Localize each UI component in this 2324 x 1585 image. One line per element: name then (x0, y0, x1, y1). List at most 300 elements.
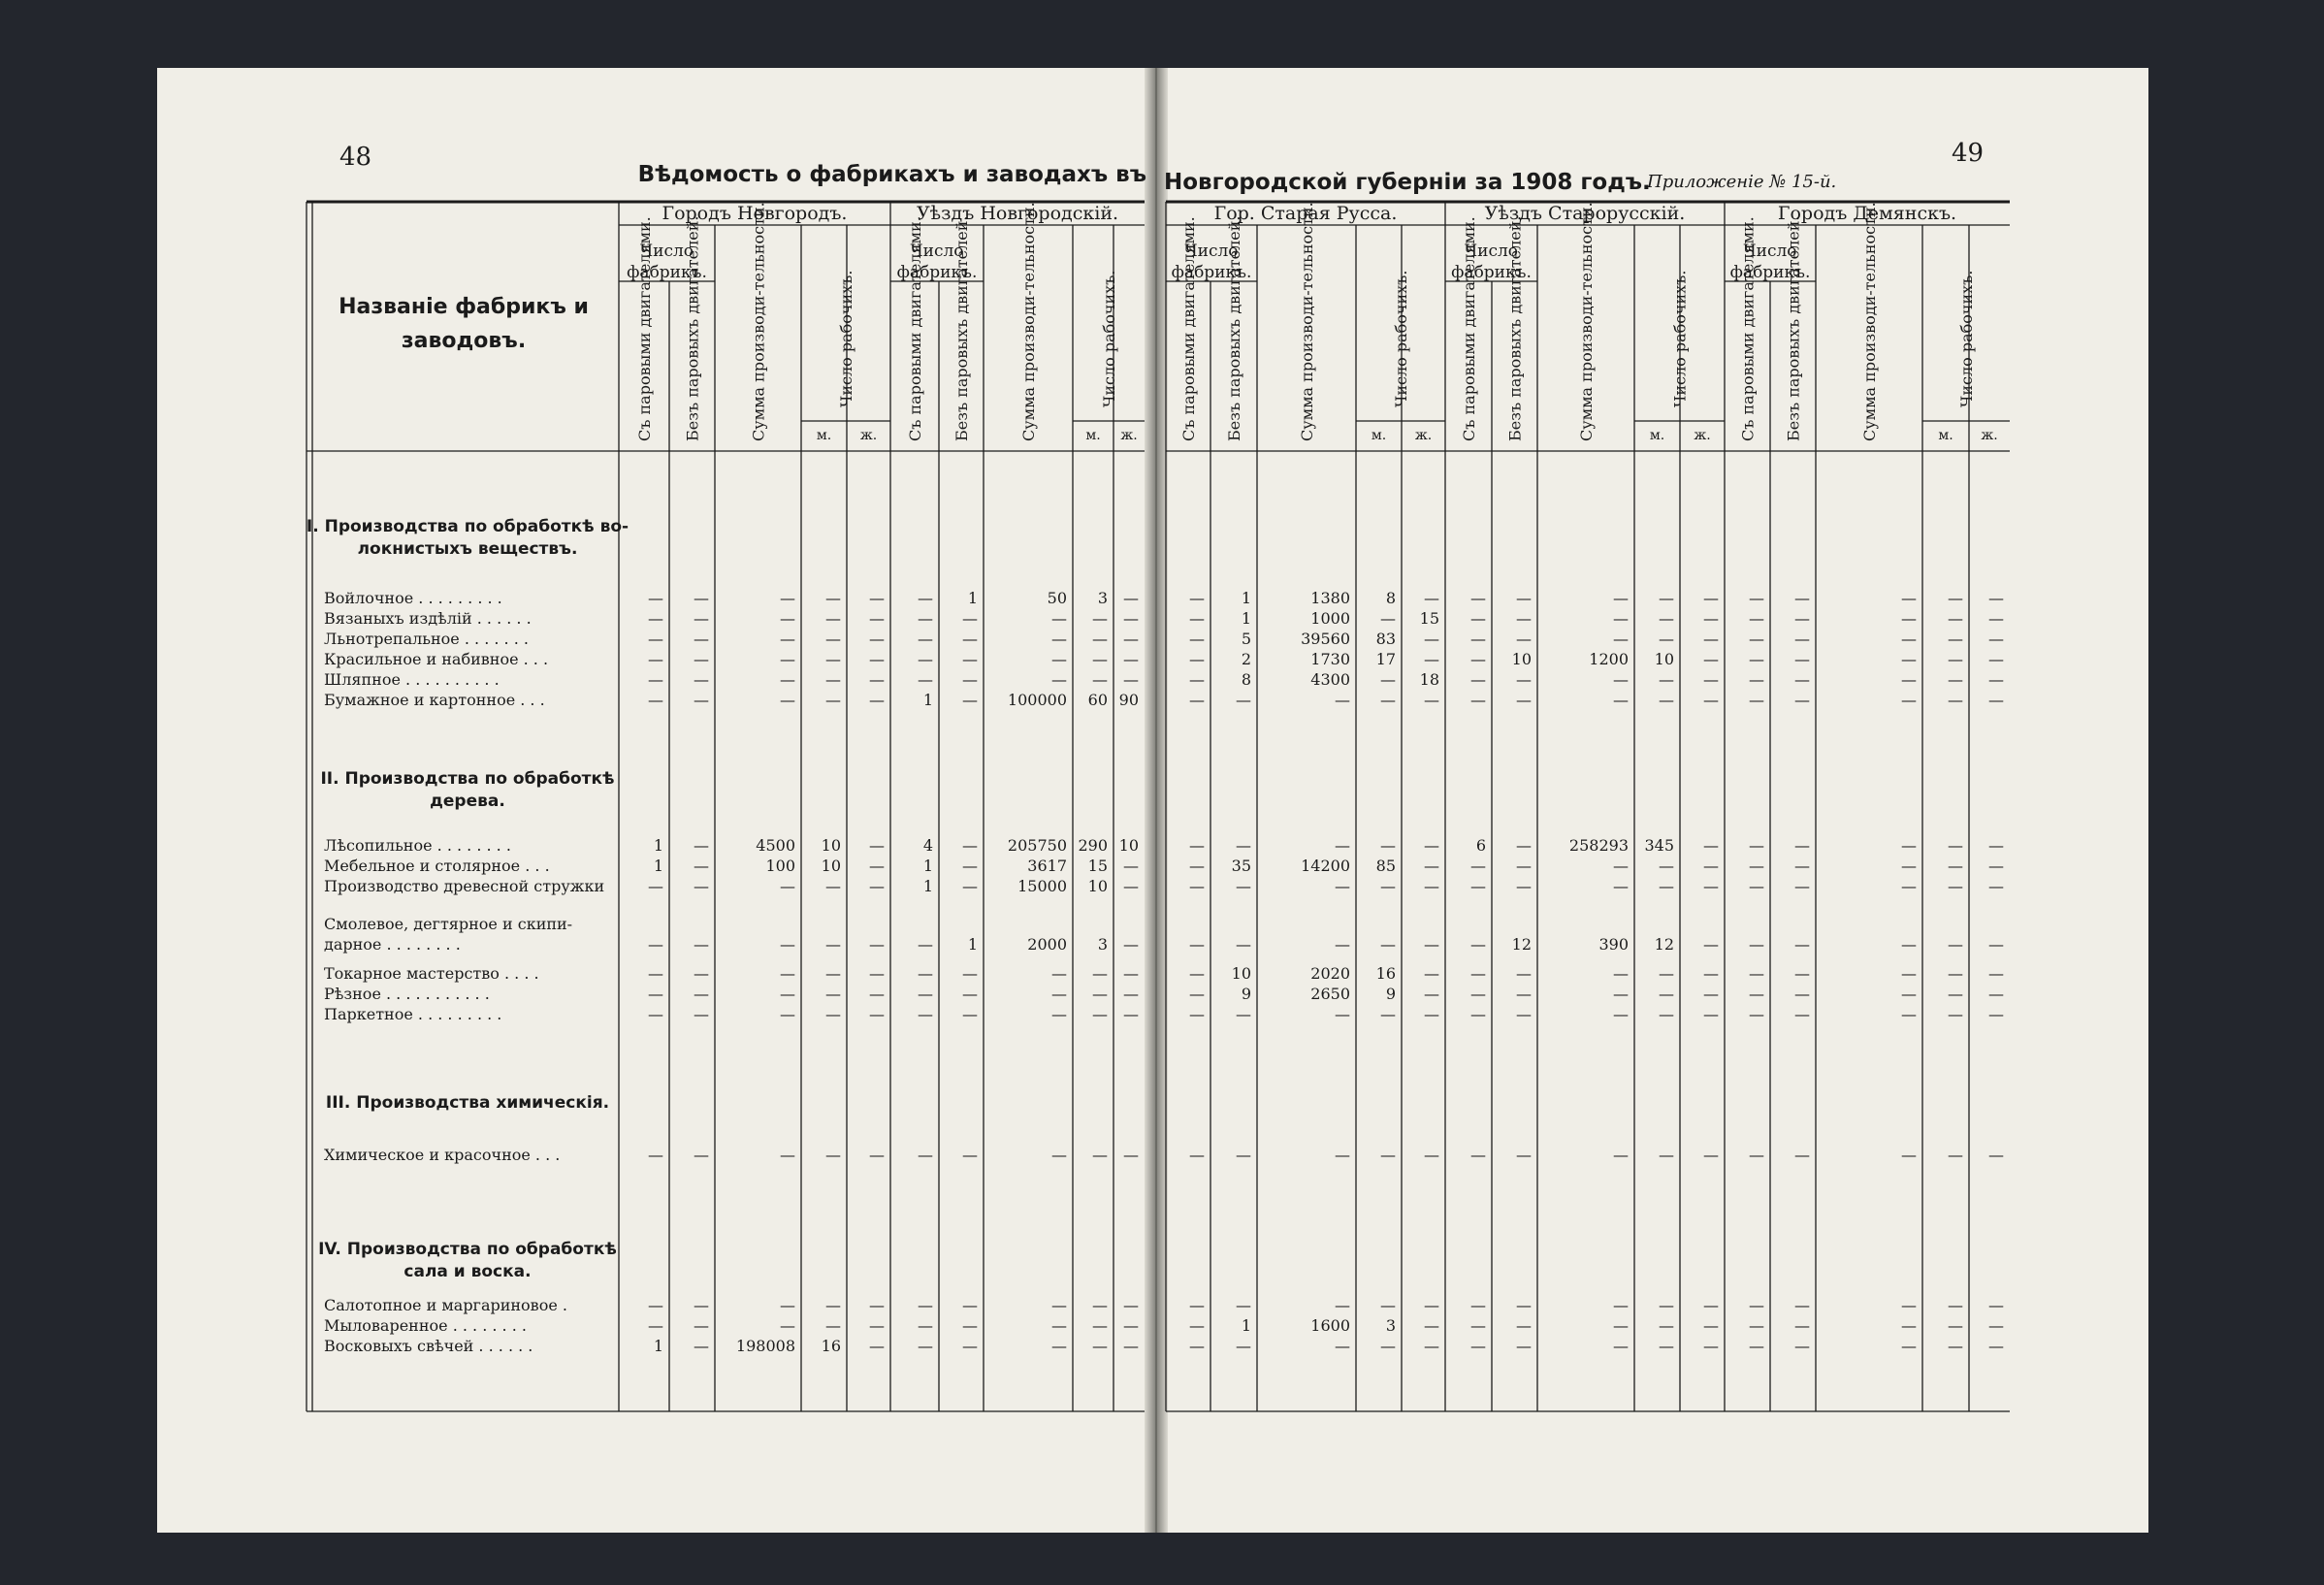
table-cell: — (1749, 836, 1764, 855)
without-steam-label-4: Безъ паровыхъ двигателей. (1784, 215, 1803, 441)
table-cell: 9 (1241, 985, 1251, 1003)
table-cell: — (918, 985, 933, 1003)
table-cell: 15 (1087, 857, 1108, 875)
table-cell: — (869, 877, 885, 895)
table-cell: — (825, 630, 841, 648)
table-cell: — (1988, 935, 2004, 954)
table-cell: — (825, 670, 841, 689)
workers-label-4: Число рабочихъ. (1957, 270, 1976, 407)
table-cell: — (648, 1005, 663, 1023)
table-cell: — (1092, 630, 1108, 648)
table-cell: — (694, 985, 709, 1003)
table-cell: 1 (922, 877, 933, 895)
with-steam-label-0: Съ паровыми двигателями. (635, 216, 654, 441)
with-steam-label-1: Съ паровыми двигателями. (906, 216, 924, 441)
table-cell: — (869, 935, 885, 954)
production-sum-label-2: Сумма производи-тельности. (1298, 202, 1316, 441)
table-cell: — (1613, 670, 1629, 689)
table-cell: — (1051, 1296, 1067, 1314)
row-name-cont: дарное . . . . . . . . (324, 935, 461, 954)
table-cell: — (869, 836, 885, 855)
men-label-3: м. (1649, 428, 1665, 443)
table-cell: — (869, 609, 885, 628)
women-label-1: ж. (1120, 428, 1138, 443)
title-right-part: Новгородской губерніи за 1908 годъ. (1164, 170, 1651, 195)
table-cell: 1 (1241, 1316, 1251, 1335)
table-cell: — (1424, 630, 1439, 648)
table-cell: 1 (967, 589, 978, 607)
table-cell: — (1189, 877, 1205, 895)
table-cell: — (1236, 1146, 1251, 1164)
table-cell: — (780, 1146, 795, 1164)
table-cell: — (1123, 935, 1139, 954)
table-cell: — (1749, 935, 1764, 954)
row-name: Смолевое, дегтярное и скипи- (324, 915, 573, 933)
table-cell: — (1424, 1146, 1439, 1164)
table-cell: — (1380, 935, 1396, 954)
men-label-4: м. (1938, 428, 1953, 443)
table-cell: — (1794, 964, 1810, 983)
table-cell: 90 (1118, 691, 1139, 709)
table-cell: — (1051, 985, 1067, 1003)
table-cell: — (962, 1146, 978, 1164)
table-cell: — (1123, 1005, 1139, 1023)
table-cell: — (1051, 964, 1067, 983)
title-left-part: Вѣдомость о фабрикахъ и заводахъ въ (637, 162, 1146, 187)
table-cell: 3 (1097, 589, 1108, 607)
table-cell: — (1794, 1296, 1810, 1314)
table-cell: — (1189, 650, 1205, 668)
table-cell: — (1470, 985, 1486, 1003)
table-cell: — (1613, 1337, 1629, 1355)
table-cell: — (1424, 650, 1439, 668)
table-cell: — (1470, 691, 1486, 709)
table-cell: — (825, 877, 841, 895)
table-cell: — (780, 609, 795, 628)
table-cell: — (1703, 1005, 1719, 1023)
table-cell: — (1948, 857, 1963, 875)
table-cell: — (1703, 964, 1719, 983)
table-cell: 100000 (1007, 691, 1067, 709)
table-cell: — (1189, 670, 1205, 689)
table-cell: — (1749, 589, 1764, 607)
table-cell: — (1189, 1296, 1205, 1314)
table-cell: — (694, 670, 709, 689)
table-cell: 1730 (1310, 650, 1350, 668)
table-cell: — (694, 877, 709, 895)
table-cell: — (918, 964, 933, 983)
table-cell: — (648, 985, 663, 1003)
table-cell: — (869, 1005, 885, 1023)
table-cell: 85 (1375, 857, 1396, 875)
table-cell: — (648, 589, 663, 607)
table-cell: — (1470, 650, 1486, 668)
table-cell: — (962, 691, 978, 709)
women-label-3: ж. (1694, 428, 1711, 443)
table-cell: 1000 (1310, 609, 1350, 628)
table-cell: — (962, 650, 978, 668)
table-cell: — (1516, 857, 1532, 875)
row-name: Войлочное . . . . . . . . . (324, 589, 502, 607)
table-cell: 17 (1375, 650, 1396, 668)
table-cell: 15000 (1017, 877, 1067, 895)
table-cell: — (648, 630, 663, 648)
table-cell: — (1901, 877, 1917, 895)
workers-label-0: Число рабочихъ. (837, 270, 855, 407)
table-cell: — (962, 1316, 978, 1335)
table-cell: — (1659, 857, 1674, 875)
table-cell: 3617 (1027, 857, 1067, 875)
table-cell: — (1092, 1337, 1108, 1355)
table-cell: — (1794, 609, 1810, 628)
table-cell: — (648, 1296, 663, 1314)
table-cell: — (1189, 857, 1205, 875)
table-cell: — (1659, 1296, 1674, 1314)
table-cell: — (1794, 650, 1810, 668)
table-cell: — (962, 857, 978, 875)
table-cell: — (1516, 691, 1532, 709)
table-cell: — (1051, 1005, 1067, 1023)
with-steam-label-4: Съ паровыми двигателями. (1738, 216, 1758, 441)
table-cell: — (1335, 1296, 1350, 1314)
table-cell: — (1948, 691, 1963, 709)
region-header-3: Уѣздъ Старорусскій. (1484, 203, 1686, 224)
table-cell: — (1092, 1146, 1108, 1164)
table-cell: — (1123, 1316, 1139, 1335)
row-name: Лѣсопильное . . . . . . . . (324, 836, 511, 855)
table-cell: — (694, 630, 709, 648)
table-cell: 10 (1231, 964, 1251, 983)
table-cell: — (1424, 1337, 1439, 1355)
name-column-header-line2: заводовъ. (401, 329, 527, 353)
table-cell: — (1335, 1146, 1350, 1164)
table-cell: — (1988, 857, 2004, 875)
without-steam-label-3: Безъ паровыхъ двигателей. (1505, 215, 1525, 441)
table-cell: — (1470, 964, 1486, 983)
with-steam-label-2: Съ паровыми двигателями. (1179, 216, 1198, 441)
table-cell: — (825, 1296, 841, 1314)
table-cell: 5 (1241, 630, 1251, 648)
table-cell: 16 (821, 1337, 841, 1355)
table-cell: — (1516, 1296, 1532, 1314)
table-cell: — (1613, 630, 1629, 648)
men-label-0: м. (816, 428, 832, 443)
table-cell: — (869, 1146, 885, 1164)
table-cell: — (962, 1296, 978, 1314)
number-factories-label-0: Число (639, 242, 694, 261)
table-cell: — (1749, 1337, 1764, 1355)
section-title-3: IV. Производства по обработкѣ (318, 1240, 617, 1259)
table-cell: — (1749, 650, 1764, 668)
table-cell: — (1749, 964, 1764, 983)
table-cell: — (1948, 964, 1963, 983)
table-cell: — (1424, 589, 1439, 607)
table-cell: — (1749, 1296, 1764, 1314)
row-name: Красильное и набивное . . . (324, 650, 549, 668)
table-cell: — (648, 670, 663, 689)
section-title-line2-0: локнистыхъ веществъ. (357, 539, 578, 559)
table-cell: — (1123, 1296, 1139, 1314)
table-cell: — (1123, 609, 1139, 628)
table-cell: — (1613, 589, 1629, 607)
table-cell: — (1424, 985, 1439, 1003)
table-cell: — (1380, 1146, 1396, 1164)
table-cell: 258293 (1568, 836, 1629, 855)
table-cell: — (1516, 670, 1532, 689)
table-cell: — (1424, 836, 1439, 855)
section-title-line2-1: дерева. (430, 792, 505, 811)
table-cell: 1 (653, 1337, 663, 1355)
table-cell: — (1988, 589, 2004, 607)
table-cell: — (1051, 670, 1067, 689)
name-column-header-line1: Названіе фабрикъ и (339, 295, 589, 319)
table-cell: — (1380, 670, 1396, 689)
table-cell: — (869, 691, 885, 709)
table-cell: — (694, 1316, 709, 1335)
table-cell: — (1794, 630, 1810, 648)
table-cell: — (1659, 1146, 1674, 1164)
table-cell: — (694, 589, 709, 607)
table-cell: — (694, 935, 709, 954)
table-cell: 50 (1047, 589, 1067, 607)
table-cell: 2000 (1027, 935, 1067, 954)
table-cell: — (1659, 609, 1674, 628)
table-cell: — (694, 836, 709, 855)
table-cell: — (1516, 630, 1532, 648)
table-cell: — (1794, 1316, 1810, 1335)
table-cell: — (918, 1146, 933, 1164)
table-cell: — (694, 1296, 709, 1314)
row-name: Рѣзное . . . . . . . . . . . (324, 985, 490, 1003)
region-header-0: Городъ Новгородъ. (662, 203, 848, 224)
table-cell: — (1380, 1296, 1396, 1314)
table-cell: 8 (1241, 670, 1251, 689)
table-cell: — (1901, 691, 1917, 709)
table-cell: — (780, 1005, 795, 1023)
table-cell: — (1749, 609, 1764, 628)
table-cell: — (1613, 985, 1629, 1003)
table-cell: — (869, 857, 885, 875)
table-cell: 1600 (1310, 1316, 1350, 1335)
number-factories-label2-2: фабрикъ. (1171, 263, 1252, 282)
table-cell: — (1189, 630, 1205, 648)
row-name: Мыловаренное . . . . . . . . (324, 1316, 527, 1335)
table-cell: — (1659, 985, 1674, 1003)
table-cell: — (694, 650, 709, 668)
table-cell: — (1380, 1005, 1396, 1023)
table-cell: — (1659, 589, 1674, 607)
row-name: Льнотрепальное . . . . . . . (324, 630, 529, 648)
table-cell: — (1749, 877, 1764, 895)
table-cell: 83 (1375, 630, 1396, 648)
table-cell: — (1703, 691, 1719, 709)
table-cell: — (869, 589, 885, 607)
number-factories-label-4: Число (1743, 242, 1797, 261)
table-cell: 1 (1241, 589, 1251, 607)
row-name: Салотопное и маргариновое . (324, 1296, 567, 1314)
table-cell: — (1123, 964, 1139, 983)
section-title-1: II. Производства по обработкѣ (320, 769, 615, 789)
table-cell: — (1988, 1146, 2004, 1164)
section-title-0: I. Производства по обработкѣ во- (306, 517, 629, 536)
table-cell: — (1703, 589, 1719, 607)
table-cell: — (1236, 1005, 1251, 1023)
table-cell: — (1051, 609, 1067, 628)
table-cell: — (962, 609, 978, 628)
table-cell: — (1794, 877, 1810, 895)
table-cell: — (1470, 1005, 1486, 1023)
table-cell: — (1703, 1337, 1719, 1355)
section-title-line2-3: сала и воска. (403, 1262, 532, 1281)
table-cell: — (1901, 836, 1917, 855)
table-cell: — (1659, 691, 1674, 709)
table-cell: — (918, 630, 933, 648)
table-cell: — (1335, 1337, 1350, 1355)
table-cell: 18 (1419, 670, 1439, 689)
table-cell: — (825, 964, 841, 983)
table-cell: — (1189, 589, 1205, 607)
table-cell: — (1703, 1296, 1719, 1314)
table-cell: 4 (922, 836, 933, 855)
table-cell: — (1189, 1316, 1205, 1335)
table-cell: — (1189, 935, 1205, 954)
table-cell: — (648, 877, 663, 895)
table-cell: — (1470, 609, 1486, 628)
table-cell: — (1470, 877, 1486, 895)
table-cell: — (1189, 609, 1205, 628)
table-cell: — (1516, 609, 1532, 628)
table-cell: 1 (967, 935, 978, 954)
table-cell: — (918, 1337, 933, 1355)
table-cell: — (1613, 964, 1629, 983)
table-cell: — (1123, 1146, 1139, 1164)
table-cell: — (1424, 857, 1439, 875)
table-cell: — (1335, 691, 1350, 709)
table-cell: — (1335, 877, 1350, 895)
table-cell: — (962, 630, 978, 648)
table-cell: — (1703, 877, 1719, 895)
table-cell: — (1794, 1146, 1810, 1164)
table-cell: — (694, 964, 709, 983)
table-cell: — (1051, 1146, 1067, 1164)
table-cell: — (1901, 1146, 1917, 1164)
table-cell: — (1948, 1337, 1963, 1355)
table-cell: — (1236, 1296, 1251, 1314)
table-cell: 1200 (1589, 650, 1629, 668)
table-cell: — (1988, 836, 2004, 855)
table-cell: — (1613, 691, 1629, 709)
table-cell: — (918, 1296, 933, 1314)
table-cell: 10 (1511, 650, 1532, 668)
table-cell: — (1470, 670, 1486, 689)
table-cell: — (1948, 985, 1963, 1003)
workers-label-2: Число рабочихъ. (1392, 270, 1410, 407)
section-title-2: III. Производства химическія. (325, 1093, 610, 1113)
table-cell: — (1749, 670, 1764, 689)
table-cell: — (648, 935, 663, 954)
table-cell: 198008 (735, 1337, 795, 1355)
table-cell: — (1794, 691, 1810, 709)
table-cell: — (918, 670, 933, 689)
table-cell: — (962, 964, 978, 983)
table-cell: — (1123, 589, 1139, 607)
workers-label-1: Число рабочихъ. (1100, 270, 1118, 407)
table-cell: — (1703, 1316, 1719, 1335)
table-cell: — (1092, 670, 1108, 689)
table-cell: — (1703, 857, 1719, 875)
table-cell: — (1092, 1005, 1108, 1023)
table-cell: — (1749, 857, 1764, 875)
table-cell: — (1470, 589, 1486, 607)
table-cell: — (1901, 857, 1917, 875)
table-cell: — (1703, 1146, 1719, 1164)
table-cell: 3 (1097, 935, 1108, 954)
table-cell: — (825, 1316, 841, 1335)
number-factories-label-1: Число (910, 242, 964, 261)
table-cell: — (694, 1005, 709, 1023)
table-cell: — (1516, 1146, 1532, 1164)
table-cell: 9 (1385, 985, 1396, 1003)
table-cell: 10 (1654, 650, 1674, 668)
table-cell: — (1123, 877, 1139, 895)
table-cell: — (869, 650, 885, 668)
table-cell: — (780, 691, 795, 709)
number-factories-label2-4: фабрикъ. (1729, 263, 1811, 282)
table-cell: — (1901, 935, 1917, 954)
table-cell: — (1516, 877, 1532, 895)
table-cell: — (1123, 985, 1139, 1003)
table-cell: — (1948, 1316, 1963, 1335)
production-sum-label-1: Сумма производи-тельности. (1019, 202, 1038, 441)
table-cell: — (1613, 609, 1629, 628)
table-cell: — (1749, 1005, 1764, 1023)
table-cell: — (1948, 589, 1963, 607)
table-cell: — (1236, 691, 1251, 709)
table-cell: 14200 (1301, 857, 1350, 875)
table-cell: 1 (653, 836, 663, 855)
region-header-4: Городъ Демянскъ. (1777, 203, 1957, 224)
row-name: Восковыхъ свѣчей . . . . . . (324, 1337, 533, 1355)
table-cell: — (648, 691, 663, 709)
table-cell: — (780, 964, 795, 983)
table-cell: — (780, 670, 795, 689)
table-cell: — (1703, 650, 1719, 668)
table-cell: — (1092, 650, 1108, 668)
table-cell: — (1516, 589, 1532, 607)
table-cell: — (1189, 1337, 1205, 1355)
table-cell: — (1948, 935, 1963, 954)
table-cell: — (1123, 630, 1139, 648)
table-cell: — (1988, 691, 2004, 709)
table-cell: — (918, 650, 933, 668)
table-cell: — (1659, 1337, 1674, 1355)
table-cell: — (1424, 1005, 1439, 1023)
table-cell: — (1901, 1316, 1917, 1335)
table-cell: — (1380, 877, 1396, 895)
workers-label-3: Число рабочихъ. (1670, 270, 1690, 407)
table-cell: — (825, 589, 841, 607)
table-cell: — (1988, 650, 2004, 668)
table-cell: — (780, 877, 795, 895)
table-cell: — (918, 589, 933, 607)
table-cell: — (1470, 1316, 1486, 1335)
table-cell: — (869, 985, 885, 1003)
women-label-4: ж. (1981, 428, 1998, 443)
table-headers (627, 202, 1998, 443)
table-cell: — (1901, 650, 1917, 668)
table-cell: — (962, 1005, 978, 1023)
table-cell: — (869, 1296, 885, 1314)
